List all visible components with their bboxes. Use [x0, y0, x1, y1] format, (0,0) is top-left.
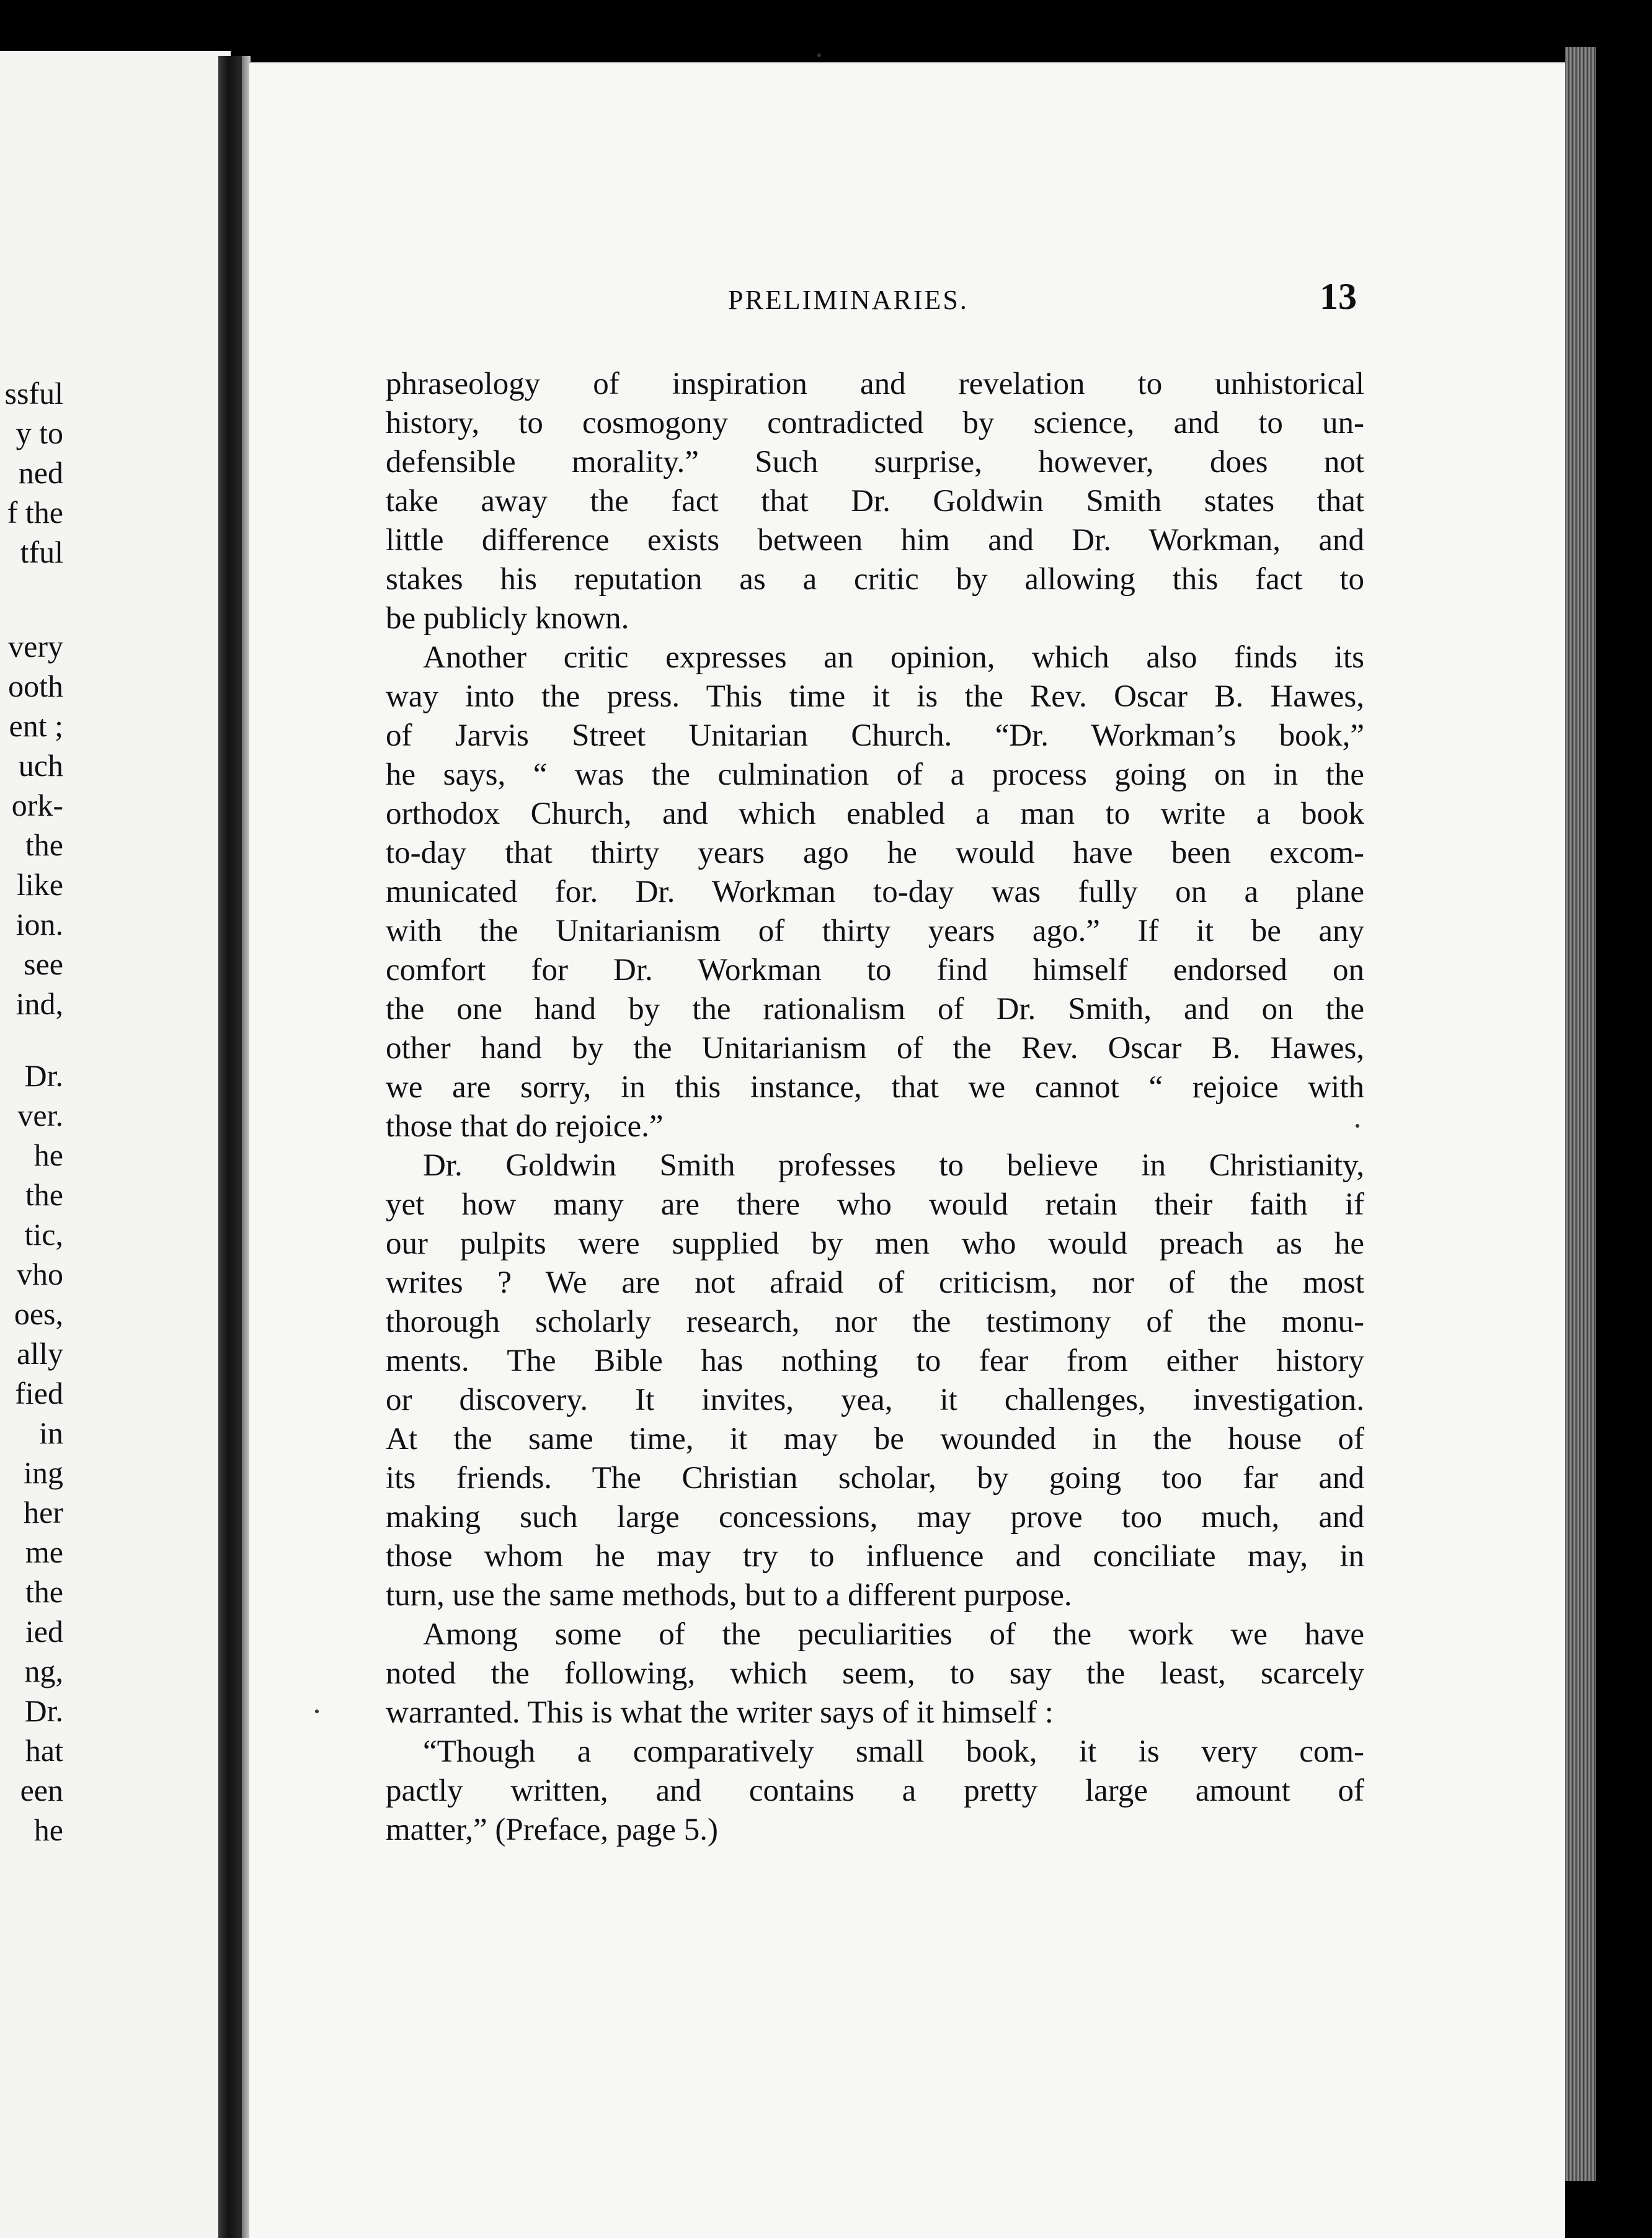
left-page-line: her [24, 1495, 63, 1530]
scan-speck [817, 53, 821, 57]
page-block-edge [1565, 47, 1596, 2181]
left-page-line: ing [24, 1455, 63, 1490]
text-line: the one hand by the rationalism of Dr. Smith, and on the [386, 992, 1364, 1027]
text-line: he says, “ was the culmination of a process going on in the [386, 757, 1364, 792]
text-line: history, to cosmogony contradicted by science, and to un- [386, 406, 1364, 440]
left-page-line: very [8, 629, 63, 664]
left-page-line: Dr. [24, 1058, 63, 1093]
previous-page [0, 51, 231, 2238]
scan-speck [315, 1710, 319, 1713]
left-page-line: ng, [24, 1654, 63, 1688]
paragraph [386, 1615, 1364, 1732]
left-page-line: ied [25, 1614, 63, 1649]
left-page-line: een [20, 1773, 63, 1808]
text-line: municated for. Dr. Workman to-day was fully on a plane [386, 875, 1364, 909]
left-page-line: he [33, 1138, 63, 1172]
left-page-line: tful [20, 535, 63, 569]
text-line: thorough scholarly research, nor the testimony of the monu- [386, 1304, 1364, 1339]
text-line: orthodox Church, and which enabled a man to write a book [386, 796, 1364, 831]
paragraph [386, 1146, 1364, 1615]
text-line: defensible morality.” Such surprise, however, does not [386, 445, 1364, 479]
left-page-line: ned [18, 455, 63, 490]
text-line: “Though a comparatively small book, it is very com- [423, 1734, 1364, 1769]
left-page-line: ent ; [9, 708, 63, 743]
left-page-line: f the [7, 495, 63, 530]
left-page-line: fied [15, 1376, 63, 1411]
left-page-line: ally [17, 1336, 63, 1371]
left-page-line: in [39, 1415, 63, 1450]
text-line: phraseology of inspiration and revelation to unhistorical [386, 367, 1364, 401]
left-page-line: ind, [16, 986, 63, 1021]
text-line: those whom he may try to influence and conciliate may, in [386, 1539, 1364, 1574]
text-line: little difference exists between him and Dr. Workman, and [386, 523, 1364, 558]
left-page-line: uch [18, 748, 63, 783]
text-line: turn, use the same methods, but to a different purpose. [386, 1578, 1072, 1613]
left-page-fragment-3 [14, 1056, 63, 1850]
text-line: with the Unitarianism of thirty years ago.” If it be any [386, 914, 1364, 948]
left-page-line: see [24, 947, 63, 981]
scan-border [1596, 0, 1652, 2238]
left-page-line: hat [25, 1733, 63, 1768]
left-page-line: the [25, 1574, 63, 1609]
text-line: ments. The Bible has nothing to fear from either history [386, 1344, 1364, 1378]
left-page-line: ooth [8, 669, 63, 703]
text-line: Among some of the peculiarities of the work we have [423, 1617, 1364, 1652]
left-page-line: like [17, 867, 63, 902]
text-line: Another critic expresses an opinion, which also finds its [423, 640, 1364, 675]
left-page-line: me [25, 1535, 63, 1569]
text-line: writes ? We are not afraid of criticism, nor of the most [386, 1265, 1364, 1300]
text-line: or discovery. It invites, yea, it challenges, investigation. [386, 1383, 1364, 1417]
text-line: way into the press. This time it is the Rev. Oscar B. Hawes, [386, 679, 1364, 714]
text-line: Dr. Goldwin Smith professes to believe in Christianity, [423, 1148, 1364, 1183]
text-line: At the same time, it may be wounded in the house of [386, 1422, 1364, 1456]
left-page-line: oes, [14, 1296, 63, 1331]
text-line: yet how many are there who would retain their faith if [386, 1187, 1364, 1222]
text-line: other hand by the Unitarianism of the Rev. Oscar B. Hawes, [386, 1031, 1364, 1066]
text-line: we are sorry, in this instance, that we cannot “ rejoice with [386, 1070, 1364, 1105]
scan-speck [1356, 1124, 1359, 1128]
text-line: pactly written, and contains a pretty large amount of [386, 1773, 1364, 1808]
paragraph [386, 1732, 1364, 1850]
text-line: take away the fact that Dr. Goldwin Smith states that [386, 484, 1364, 519]
left-page-line: he [33, 1812, 63, 1847]
text-line: noted the following, which seem, to say the least, scarcely [386, 1656, 1364, 1691]
left-page-line: y to [16, 416, 63, 450]
text-line: to-day that thirty years ago he would have been excom- [386, 836, 1364, 870]
left-page-line: the [25, 1177, 63, 1212]
text-line: of Jarvis Street Unitarian Church. “Dr. Workman’s book,” [386, 718, 1364, 753]
text-line: be publicly known. [386, 601, 629, 636]
text-line: matter,” (Preface, page 5.) [386, 1812, 718, 1847]
left-page-line: Dr. [24, 1693, 63, 1728]
left-page-line: ork- [11, 788, 63, 823]
text-line: comfort for Dr. Workman to find himself endorsed on [386, 953, 1364, 987]
book-gutter [218, 56, 243, 2238]
text-line: making such large concessions, may prove too much, and [386, 1500, 1364, 1535]
left-page-line: vho [17, 1257, 63, 1291]
left-page-fragment-1 [5, 373, 63, 572]
left-page-fragment-2 [8, 626, 63, 1023]
page-number: 13 [1320, 276, 1357, 317]
text-line: stakes his reputation as a critic by allowing this fact to [386, 562, 1364, 597]
text-line: our pulpits were supplied by men who would preach as he [386, 1226, 1364, 1261]
paragraph [386, 365, 1364, 638]
left-page-line: ssful [4, 376, 63, 411]
left-page-line: ver. [17, 1098, 63, 1133]
text-line: those that do rejoice.” [386, 1109, 664, 1144]
running-head: PRELIMINARIES. [728, 285, 969, 315]
left-page-line: ion. [16, 907, 63, 942]
text-line: its friends. The Christian scholar, by going too far and [386, 1461, 1364, 1496]
left-page-line: the [25, 827, 63, 862]
left-page-line: tic, [24, 1217, 63, 1252]
paragraph [386, 638, 1364, 1146]
text-line: warranted. This is what the writer says of it himself : [386, 1695, 1054, 1730]
body-text [386, 365, 1364, 1850]
